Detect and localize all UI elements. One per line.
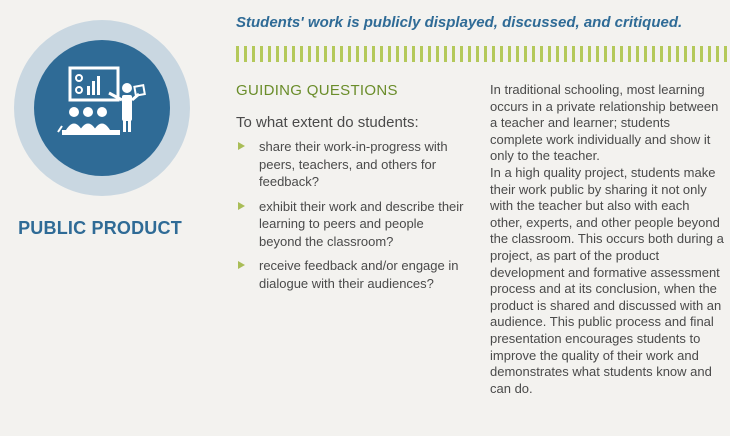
principle-statement: Students' work is publicly displayed, discussed, and critiqued.	[236, 14, 683, 31]
guiding-question-item	[236, 138, 466, 191]
guiding-question-text: share their work-in-progress with peers, teachers, and others for feedback?	[259, 139, 448, 189]
triangle-bullet-icon	[238, 142, 245, 150]
principle-badge	[14, 20, 190, 196]
explanation-column	[490, 82, 724, 397]
badge-inner-circle	[34, 40, 170, 176]
guiding-question-text: exhibit their work and describe their learning to peers and people beyond the classroom?	[259, 198, 464, 249]
principle-name: PUBLIC PRODUCT	[18, 218, 182, 238]
guiding-questions-list	[236, 138, 466, 299]
guiding-question-item	[236, 257, 466, 292]
guiding-questions-intro: To what extent do students:	[236, 114, 419, 131]
triangle-bullet-icon	[238, 202, 245, 210]
presentation-icon	[54, 60, 150, 156]
dashed-divider	[236, 46, 730, 62]
explanation-paragraph: In a high quality project, students make their work public by sharing it not only with the teacher but also with each other, experts, and other people beyond the classroom. This occurs both during a project, as part of the product development and formative assessment process and at its conclusion, when the product is shared and discussed with an audience. This public process and final presentation encourages students to improve the quality of their work and demonstrates what students know and can do.	[490, 164, 724, 396]
explanation-paragraph: In traditional schooling, most learning occurs in a private relationship between a teacher and learner; students complete work individually and show it only to the teacher.	[490, 82, 719, 164]
guiding-questions-heading: GUIDING QUESTIONS	[236, 82, 398, 99]
guiding-question-item	[236, 198, 466, 251]
guiding-question-text: receive feedback and/or engage in dialogue with their audiences?	[259, 258, 459, 291]
triangle-bullet-icon	[238, 261, 245, 269]
